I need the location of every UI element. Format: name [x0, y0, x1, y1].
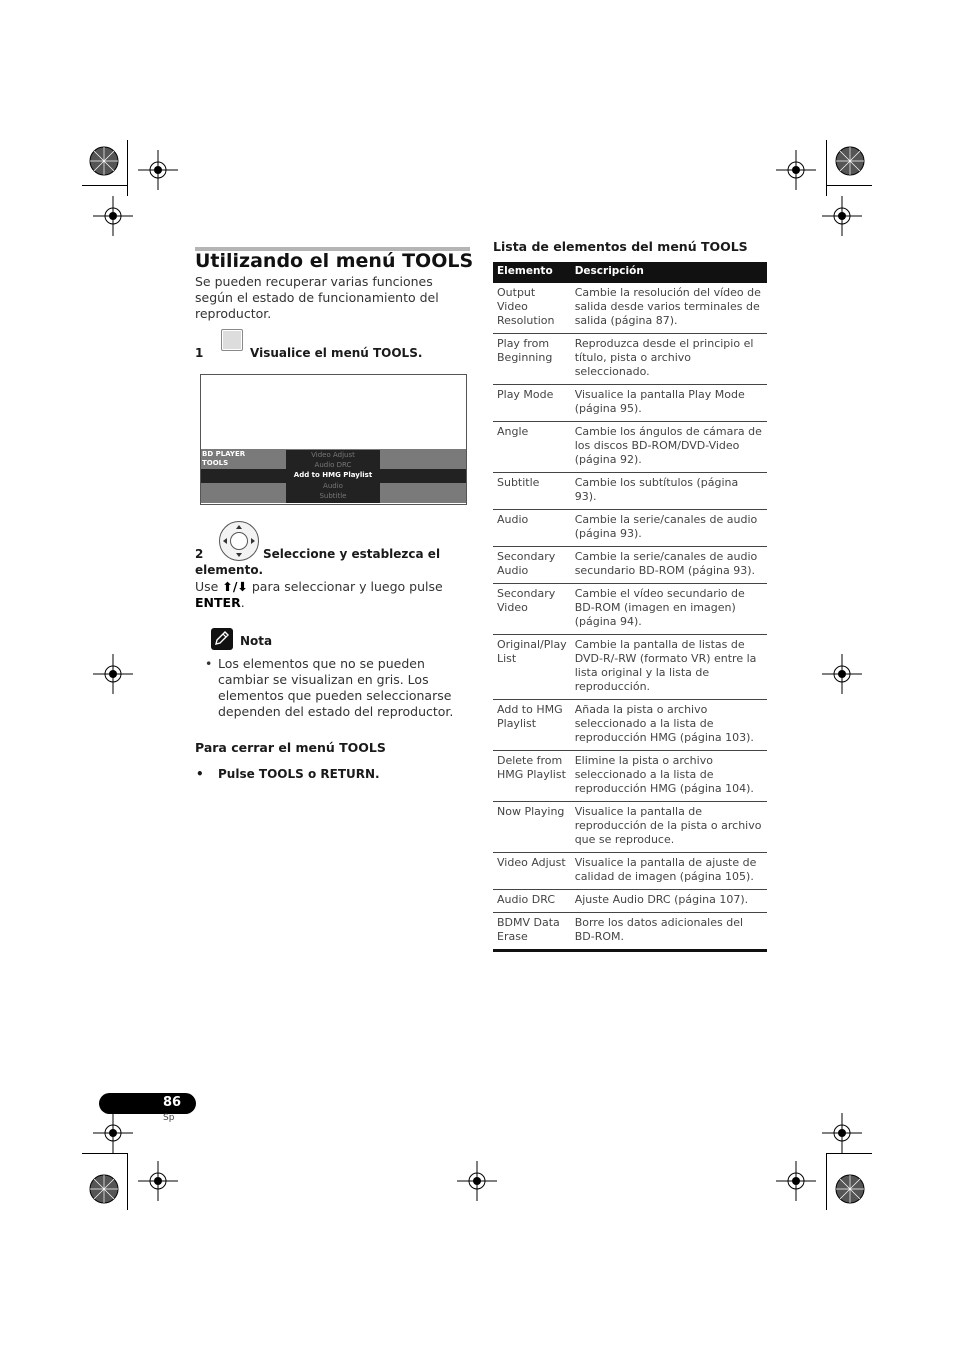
table-row	[493, 547, 767, 584]
crosshair-mark-icon	[138, 150, 178, 190]
step-text: elemento.	[195, 563, 264, 577]
step-number: 1	[195, 346, 204, 360]
table-body	[493, 283, 767, 951]
language-code: Sp	[163, 1113, 175, 1123]
trim-line	[826, 1153, 872, 1154]
item-name-cell: Video Adjust	[493, 853, 571, 890]
starburst-mark-icon	[830, 141, 870, 181]
item-description-cell: Añada la pista o archivo seleccionado a la lista de reproducción HMG (página 103).	[571, 700, 767, 751]
tools-items-table	[493, 262, 767, 952]
table-row	[493, 802, 767, 853]
item-description-cell: Reproduzca desde el principio el título, pista o archivo seleccionado.	[571, 334, 767, 385]
close-instruction: Pulse TOOLS o RETURN.	[218, 767, 380, 781]
item-description-cell: Elimine la pista o archivo seleccionado a la lista de reproducción HMG (página 104).	[571, 751, 767, 802]
item-description-cell: Visualice la pantalla Play Mode (página 95).	[571, 385, 767, 422]
starburst-mark-icon	[84, 1169, 124, 1209]
up-down-arrow-icon: ⬆/⬇	[222, 579, 248, 594]
trim-line	[826, 140, 827, 196]
crosshair-mark-icon	[822, 1113, 862, 1153]
crosshair-mark-icon	[776, 1161, 816, 1201]
item-name-cell: BDMV Data Erase	[493, 913, 571, 951]
trim-line	[826, 1153, 827, 1210]
instruction-line: Use ⬆/⬇ para seleccionar y luego pulse	[195, 579, 443, 594]
table-row	[493, 283, 767, 334]
crosshair-mark-icon	[93, 196, 133, 236]
item-description-cell: Cambie la pantalla de listas de DVD-R/-RW (formato VR) entre la lista original y la lista de reproducción.	[571, 635, 767, 700]
note-label: Nota	[240, 634, 273, 648]
trim-line	[826, 185, 872, 186]
table-row	[493, 635, 767, 700]
intro-text: Se pueden recuperar varias funciones según el estado de funcionamiento del reproductor.	[195, 274, 439, 321]
item-name-cell: Angle	[493, 422, 571, 473]
list-heading: Lista de elementos del menú TOOLS	[493, 239, 748, 254]
item-name-cell: Secondary Audio	[493, 547, 571, 584]
tools-menu-screen	[200, 374, 467, 505]
item-name-cell: Play from Beginning	[493, 334, 571, 385]
item-description-cell: Cambie los ángulos de cámara de los discos BD-ROM/DVD-Video (página 92).	[571, 422, 767, 473]
enter-key: ENTER	[195, 595, 241, 610]
item-description-cell: Cambie la serie/canales de audio (página 93).	[571, 510, 767, 547]
item-description-cell: Cambie la serie/canales de audio secundario BD-ROM (página 93).	[571, 547, 767, 584]
joystick-icon	[219, 521, 259, 561]
item-name-cell: Audio	[493, 510, 571, 547]
instruction-line: ENTER.	[195, 595, 245, 610]
menu-label: BD PLAYER TOOLS	[202, 450, 246, 467]
item-description-cell: Visualice la pantalla de reproducción de la pista o archivo que se reproduce.	[571, 802, 767, 853]
menu-item-selected: Add to HMG Playlist	[293, 471, 373, 479]
menu-item: Video Adjust	[311, 451, 355, 459]
table-row	[493, 422, 767, 473]
crosshair-mark-icon	[776, 150, 816, 190]
menu-list	[286, 450, 380, 503]
crosshair-mark-icon	[93, 654, 133, 694]
item-name-cell: Original/Play List	[493, 635, 571, 700]
table-row	[493, 890, 767, 913]
table-row	[493, 334, 767, 385]
trim-line	[127, 140, 128, 196]
pencil-note-icon	[211, 628, 233, 650]
crosshair-mark-icon	[138, 1161, 178, 1201]
starburst-mark-icon	[84, 141, 124, 181]
crosshair-mark-icon	[93, 1113, 133, 1153]
column-header: Descripción	[571, 262, 767, 283]
table-row	[493, 913, 767, 951]
item-name-cell: Now Playing	[493, 802, 571, 853]
item-description-cell: Visualice la pantalla de ajuste de calidad de imagen (página 105).	[571, 853, 767, 890]
item-name-cell: Delete from HMG Playlist	[493, 751, 571, 802]
step-text: Visualice el menú TOOLS.	[250, 346, 423, 360]
bullet-icon: •	[196, 767, 204, 781]
page-number: 86	[163, 1095, 182, 1110]
item-name-cell: Output Video Resolution	[493, 283, 571, 334]
menu-item: Audio	[323, 482, 343, 490]
table-header-row	[493, 262, 767, 283]
item-description-cell: Cambie los subtítulos (página 93).	[571, 473, 767, 510]
starburst-mark-icon	[830, 1169, 870, 1209]
note-text: Los elementos que no se pueden cambiar se visualizan en gris. Los elementos que pueden seleccionarse dependen del estado del reproductor.	[218, 656, 454, 719]
column-header: Elemento	[493, 262, 571, 283]
item-description-cell: Cambie el vídeo secundario de BD-ROM (imagen en imagen) (página 94).	[571, 584, 767, 635]
table-row	[493, 385, 767, 422]
page-number-pill	[99, 1093, 196, 1114]
crosshair-mark-icon	[822, 654, 862, 694]
crosshair-mark-icon	[457, 1161, 497, 1201]
item-name-cell: Add to HMG Playlist	[493, 700, 571, 751]
table-row	[493, 473, 767, 510]
tools-button-icon	[221, 329, 243, 351]
item-description-cell: Cambie la resolución del vídeo de salida desde varios terminales de salida (página 87).	[571, 283, 767, 334]
trim-line	[127, 1153, 128, 1210]
trim-line	[82, 1153, 128, 1154]
bullet-icon: •	[205, 656, 213, 671]
item-name-cell: Audio DRC	[493, 890, 571, 913]
page-title: Utilizando el menú TOOLS	[195, 250, 474, 272]
item-name-cell: Subtitle	[493, 473, 571, 510]
table-row	[493, 510, 767, 547]
menu-item: Audio DRC	[314, 461, 352, 469]
crosshair-mark-icon	[822, 196, 862, 236]
item-name-cell: Play Mode	[493, 385, 571, 422]
table-row	[493, 584, 767, 635]
section-subheading: Para cerrar el menú TOOLS	[195, 740, 386, 755]
step-text: Seleccione y establezca el	[263, 547, 441, 561]
item-name-cell: Secondary Video	[493, 584, 571, 635]
table-row	[493, 853, 767, 890]
step-number: 2	[195, 547, 204, 561]
item-description-cell: Ajuste Audio DRC (página 107).	[571, 890, 767, 913]
table-row	[493, 751, 767, 802]
menu-item: Subtitle	[319, 492, 347, 500]
trim-line	[82, 185, 128, 186]
table-row	[493, 700, 767, 751]
item-description-cell: Borre los datos adicionales del BD-ROM.	[571, 913, 767, 951]
